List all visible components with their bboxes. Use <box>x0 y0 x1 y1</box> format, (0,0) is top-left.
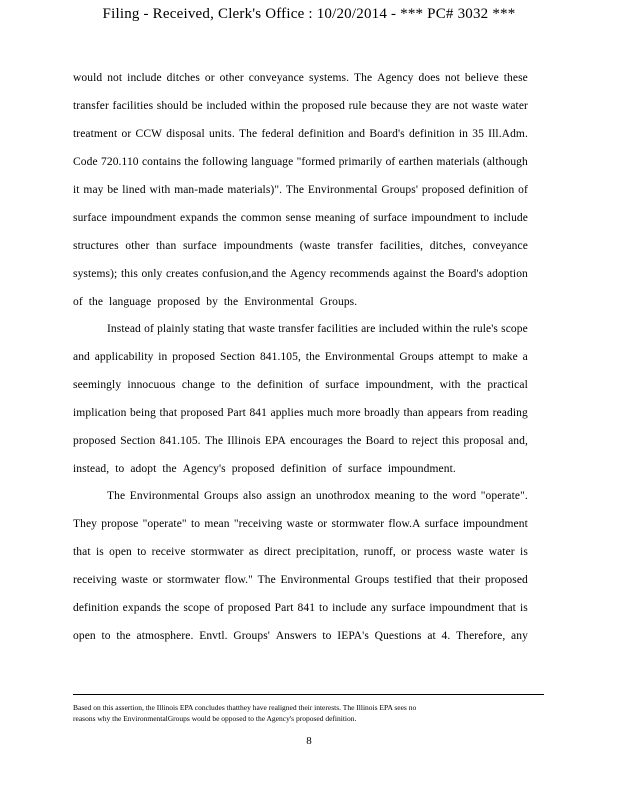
body-line: it may be lined with man-made materials)". The Environmental Groups' proposed definition of <box>73 184 528 196</box>
body-line: systems); this only creates confusion,and the Agency recommends against the Board's adoption <box>73 268 528 280</box>
body-line: would not include ditches or other conveyance systems. The Agency does not believe these <box>73 72 528 84</box>
body-line: receiving waste or stormwater flow." The Environmental Groups testified that their proposed <box>73 574 528 586</box>
footnote-line: Based on this assertion, the Illinois EPA concludes thatthey have realigned their interests. The Illinois EPA sees no <box>73 703 417 712</box>
body-line: and applicability in proposed Section 841.105, the Environmental Groups attempt to make a <box>73 351 528 363</box>
body-line: seemingly innocuous change to the definition of surface impoundment, with the practical <box>73 379 528 391</box>
page-number: 8 <box>306 735 312 747</box>
body-line: proposed Section 841.105. The Illinois EPA encourages the Board to reject this proposal and, <box>73 435 528 447</box>
paragraph-first-line: The Environmental Groups also assign an unothrodox meaning to the word "operate". <box>107 490 528 502</box>
body-line: that is open to receive stormwater as direct precipitation, runoff, or process waste water is <box>73 546 528 558</box>
body-line: surface impoundment expands the common sense meaning of surface impoundment to include <box>73 212 528 224</box>
body-line: Code 720.110 contains the following language "formed primarily of earthen materials (although <box>73 156 528 168</box>
body-line: They propose "operate" to mean "receiving waste or stormwater flow.A surface impoundment <box>73 518 528 530</box>
body-line: definition expands the scope of proposed Part 841 to include any surface impoundment that is <box>73 602 528 614</box>
footnote-line: reasons why the EnvironmentalGroups would be opposed to the Agency's proposed definition. <box>73 714 357 723</box>
paragraph-first-line: Instead of plainly stating that waste transfer facilities are included within the rule's scope <box>107 323 528 335</box>
body-line: treatment or CCW disposal units. The federal definition and Board's definition in 35 Ill.Adm. <box>73 128 528 140</box>
body-line: implication being that proposed Part 841 applies much more broadly than appears from reading <box>73 407 528 419</box>
body-line: of the language proposed by the Environmental Groups. <box>73 296 358 308</box>
body-line: structures other than surface impoundments (waste transfer facilities, ditches, conveyance <box>73 240 528 252</box>
body-line: open to the atmosphere. Envtl. Groups' Answers to IEPA's Questions at 4. Therefore, any <box>73 630 528 642</box>
footnote-divider <box>73 694 544 695</box>
filing-header: Filing - Received, Clerk's Office : 10/20/2014 - *** PC# 3032 *** <box>102 6 516 22</box>
body-line: transfer facilities should be included within the proposed rule because they are not waste water <box>73 100 528 112</box>
body-line: instead, to adopt the Agency's proposed definition of surface impoundment. <box>73 463 456 475</box>
